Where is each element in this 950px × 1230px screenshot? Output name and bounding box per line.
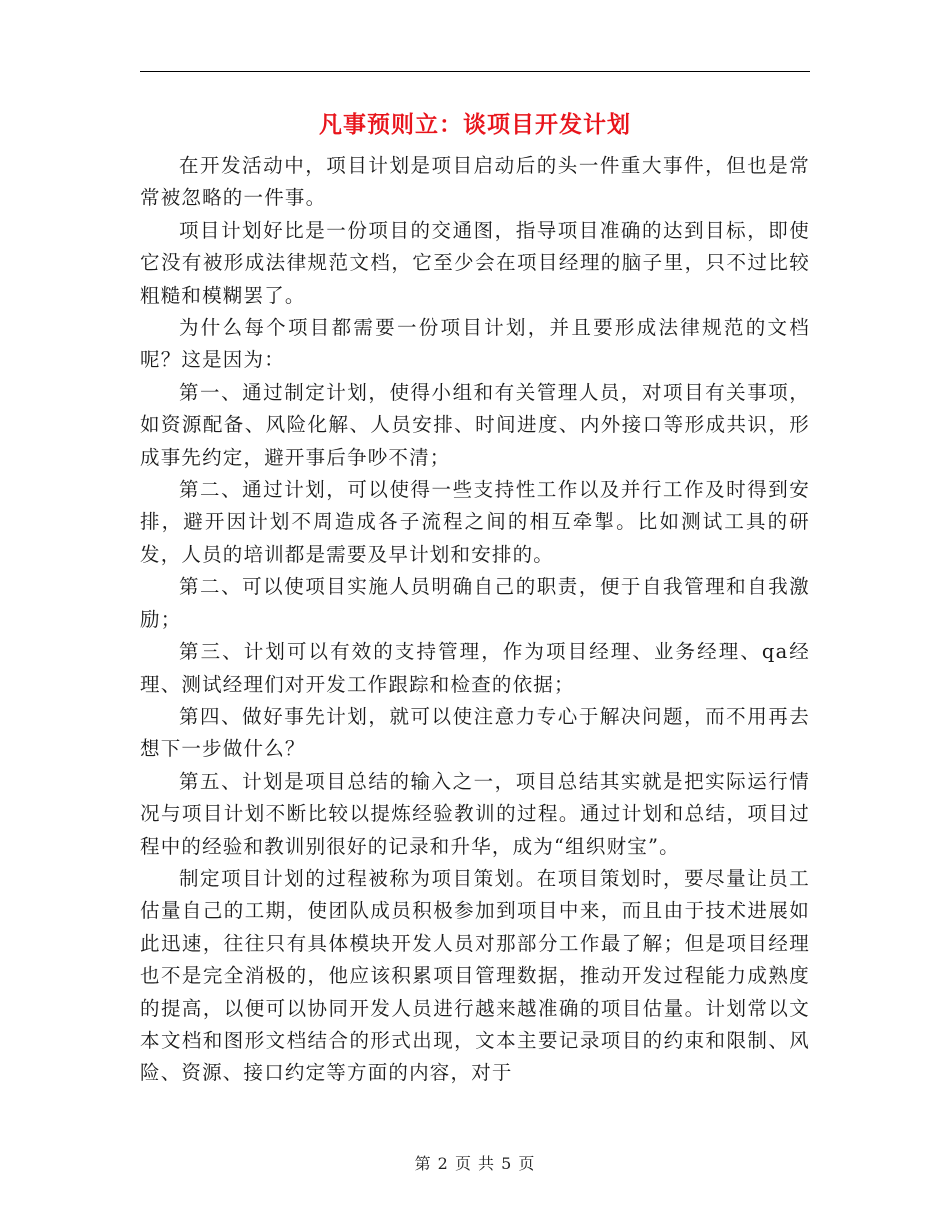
paragraph: 第二、可以使项目实施人员明确自己的职责，便于自我管理和自我激励；	[140, 575, 810, 631]
document-body	[140, 150, 810, 1090]
paragraph: 第一、通过制定计划，使得小组和有关管理人员，对项目有关事项，如资源配备、风险化解、人员安排、时间进度、内外接口等形成共识，形成事先约定，避开事后争吵不清；	[140, 380, 810, 469]
document-title: 凡事预则立：谈项目开发计划	[319, 111, 631, 138]
paragraph: 第三、计划可以有效的支持管理，作为项目经理、业务经理、qa经理、测试经理们对开发工作跟踪和检查的依据；	[140, 640, 810, 696]
page-number-footer: 第 2 页 共 5 页	[414, 1154, 536, 1173]
paragraph: 第二、通过计划，可以使得一些支持性工作以及并行工作及时得到安排，避开因计划不周造成各子流程之间的相互牵掣。比如测试工具的研发，人员的培训都是需要及早计划和安排的。	[140, 478, 810, 566]
paragraph: 项目计划好比是一份项目的交通图，指导项目准确的达到目标，即使它没有被形成法律规范文档，它至少会在项目经理的脑子里，只不过比较粗糙和模糊罢了。	[140, 218, 810, 307]
paragraph: 第五、计划是项目总结的输入之一，项目总结其实就是把实际运行情况与项目计划不断比较以提炼经验教训的过程。通过计划和总结，项目过程中的经验和教训别很好的记录和升华，成为“组织财宝”。	[140, 769, 810, 858]
paragraph: 第四、做好事先计划，就可以使注意力专心于解决问题，而不用再去想下一步做什么？	[140, 704, 810, 761]
paragraph: 制定项目计划的过程被称为项目策划。在项目策划时，要尽量让员工估量自己的工期，使团队成员积极参加到项目中来，而且由于技术进展如此迅速，往往只有具体模块开发人员对那部分工作最了解；但是项目经理也不是完全消极的，他应该积累项目管理数据，推动开发过程能力成熟度的提高，以便可以协同开发人员进行越来越准确的项目估量。计划常以文本文档和图形文档结合的形式出现，文本主要记录项目的约束和限制、风险、资源、接口约定等方面的内容，对于	[140, 866, 810, 1085]
paragraph: 为什么每个项目都需要一份项目计划，并且要形成法律规范的文档呢？这是因为：	[140, 316, 810, 372]
paragraph: 在开发活动中，项目计划是项目启动后的头一件重大事件，但也是常常被忽略的一件事。	[140, 154, 810, 210]
header-rule	[140, 71, 810, 72]
